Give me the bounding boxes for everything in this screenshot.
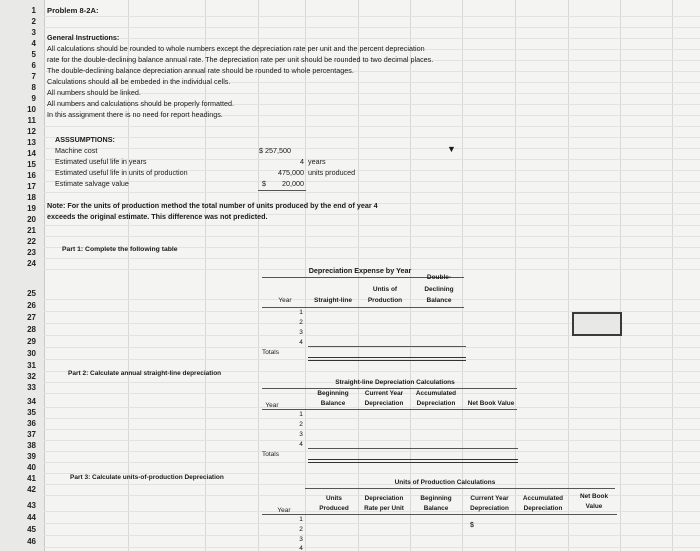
col-cur-label: Depreciation — [364, 400, 404, 407]
col-units-label: Produced — [319, 505, 349, 512]
instruction-line: In this assignment there is no need for report headings. — [47, 110, 223, 119]
useful-life-unit: years — [308, 157, 326, 166]
col-cur-label: Depreciation — [470, 505, 509, 512]
col-beg-label: Balance — [423, 505, 449, 512]
year-cell: 1 — [299, 411, 303, 418]
col-nbv-label: Net Book Value — [467, 400, 515, 407]
part1-table-header: Depreciation Expense by Year — [308, 266, 412, 275]
col-beg-label: Balance — [320, 400, 346, 407]
col-cur-label: Current Year — [364, 390, 404, 397]
units-value[interactable]: 475,000 — [278, 168, 304, 177]
row-number[interactable]: 13 — [27, 138, 36, 147]
col-uop-label: Production — [367, 297, 403, 304]
row-number[interactable]: 17 — [27, 182, 36, 191]
instruction-line: All numbers should be linked. — [47, 88, 141, 97]
row-number[interactable]: 41 — [27, 474, 36, 483]
row-number[interactable]: 2 — [31, 17, 36, 26]
instruction-line: All calculations should be rounded to whole numbers except the depreciation rate per unit and the percent depreciation — [47, 44, 425, 53]
col-year-label: Year — [277, 507, 291, 514]
row-number[interactable]: 19 — [27, 204, 36, 213]
row-number[interactable]: 10 — [27, 105, 36, 114]
col-year-label: Year — [278, 297, 292, 304]
row-number[interactable]: 44 — [27, 513, 36, 522]
units-label: Estimated useful life in units of production — [55, 168, 188, 177]
row-number[interactable]: 35 — [27, 408, 36, 417]
instruction-line: All numbers and calculations should be properly formatted. — [47, 99, 234, 108]
problem-title: Problem 8-2A: — [47, 6, 99, 15]
col-cur-label: Current Year — [470, 495, 509, 502]
col-nbv-label: Value — [585, 503, 603, 510]
instruction-line: The double-declining balance depreciation annual rate should be rounded to whole percentages. — [47, 66, 354, 75]
row-number[interactable]: 37 — [27, 430, 36, 439]
year-cell: 3 — [299, 536, 303, 543]
note-line: exceeds the original estimate. This difference was not predicted. — [47, 212, 268, 221]
col-acc-label: Depreciation — [523, 505, 563, 512]
general-instructions-heading: General Instructions: — [47, 33, 120, 42]
row-number[interactable]: 16 — [27, 171, 36, 180]
instruction-line: rate for the double-declining balance annual rate. The depreciation rate per unit should be rounded to two decimal places. — [47, 55, 434, 64]
row-number[interactable]: 30 — [27, 349, 36, 358]
salvage-currency: $ — [262, 179, 266, 188]
totals-label: Totals — [262, 451, 279, 458]
col-year-label: Year — [265, 402, 279, 409]
col-rate-label: Rate per Unit — [364, 505, 404, 512]
useful-life-label: Estimated useful life in years — [55, 157, 147, 166]
part3-title: Part 3: Calculate units-of-production Depreciation — [70, 474, 224, 481]
cursor-arrow-icon: ▼ — [447, 144, 456, 154]
row-number[interactable]: 12 — [27, 127, 36, 136]
year-cell: 3 — [299, 431, 303, 438]
row-number[interactable]: 8 — [31, 83, 36, 92]
row-number[interactable]: 22 — [27, 237, 36, 246]
row-number[interactable]: 9 — [31, 94, 36, 103]
part1-title: Part 1: Complete the following table — [62, 246, 178, 253]
row-number[interactable]: 34 — [27, 397, 36, 406]
row-number[interactable]: 14 — [27, 149, 36, 158]
col-ddb-label: Balance — [426, 297, 452, 304]
row-number[interactable]: 4 — [31, 39, 36, 48]
row-number[interactable]: 33 — [27, 383, 36, 392]
row-number[interactable]: 32 — [27, 372, 36, 381]
year-cell: 1 — [299, 309, 303, 316]
row-number[interactable]: 3 — [31, 28, 36, 37]
col-sl-label: Straight-line — [314, 297, 352, 304]
row-number[interactable]: 5 — [31, 50, 36, 59]
col-beg-label: Beginning — [420, 495, 452, 502]
year-cell: 4 — [299, 339, 303, 346]
useful-life-value[interactable]: 4 — [300, 157, 304, 166]
row-number[interactable]: 20 — [27, 215, 36, 224]
col-beg-label: Beginning — [317, 390, 349, 397]
col-rate-label: Depreciation — [364, 495, 404, 502]
year-cell: 2 — [299, 319, 303, 326]
part2-title: Part 2: Calculate annual straight-line depreciation — [68, 370, 222, 377]
col-acc-label: Depreciation — [416, 400, 456, 407]
row-number[interactable]: 24 — [27, 259, 36, 268]
row-number[interactable]: 43 — [27, 501, 36, 510]
units-unit: units produced — [308, 168, 356, 177]
row-number[interactable]: 36 — [27, 419, 36, 428]
part2-table-header: Straight-line Depreciation Calculations — [335, 379, 455, 386]
salvage-value[interactable]: 20,000 — [282, 179, 304, 188]
row-number[interactable]: 45 — [27, 525, 36, 534]
row-number[interactable]: 40 — [27, 463, 36, 472]
year-cell: 2 — [299, 421, 303, 428]
row-number[interactable]: 26 — [27, 301, 36, 310]
col-acc-label: Accumulated — [415, 390, 457, 397]
selected-cell[interactable] — [572, 312, 622, 336]
machine-cost-label: Machine cost — [55, 146, 98, 155]
row-number[interactable]: 7 — [31, 72, 36, 81]
row-number[interactable]: 11 — [27, 116, 36, 125]
year-cell: 2 — [299, 526, 303, 533]
salvage-label: Estimate salvage value — [55, 179, 129, 188]
row-number[interactable]: 25 — [27, 289, 36, 298]
row-number[interactable]: 42 — [27, 485, 36, 494]
year-cell: 4 — [299, 545, 303, 551]
row-number[interactable]: 27 — [27, 313, 36, 322]
row-number[interactable]: 18 — [27, 193, 36, 202]
row-number[interactable]: 39 — [27, 452, 36, 461]
year-cell: 1 — [299, 516, 303, 523]
col-uop-label: Untis of — [372, 286, 398, 293]
row-number[interactable]: 15 — [27, 160, 36, 169]
part3-table-header: Units of Production Calculations — [394, 479, 496, 486]
year-cell: 3 — [299, 329, 303, 336]
row-number[interactable]: 38 — [27, 441, 36, 450]
row-number[interactable]: 29 — [27, 337, 36, 346]
note-line: Note: For the units of production method the total number of units produced by the end of year 4 — [47, 201, 378, 210]
machine-cost-value[interactable]: $ 257,500 — [259, 146, 291, 155]
row-number[interactable]: 31 — [27, 361, 36, 370]
instruction-line: Calculations should all be embeded in the individual cells. — [47, 77, 231, 86]
col-acc-label: Accumulated — [522, 495, 564, 502]
col-ddb-label: Double- — [426, 274, 452, 281]
row-number[interactable]: 28 — [27, 325, 36, 334]
year-cell: 4 — [299, 441, 303, 448]
row-number[interactable]: 23 — [27, 248, 36, 257]
col-nbv-label: Net Book — [579, 493, 609, 500]
row-number[interactable]: 46 — [27, 537, 36, 546]
col-units-label: Units — [326, 495, 342, 502]
cursor-icon: $ — [470, 522, 474, 529]
col-ddb-label: Declining — [424, 286, 454, 293]
row-number[interactable]: 6 — [31, 61, 36, 70]
totals-label: Totals — [262, 349, 279, 356]
assumptions-heading: ASSSUMPTIONS: — [55, 135, 115, 144]
row-number[interactable]: 21 — [27, 226, 36, 235]
row-number[interactable]: 1 — [31, 6, 36, 15]
